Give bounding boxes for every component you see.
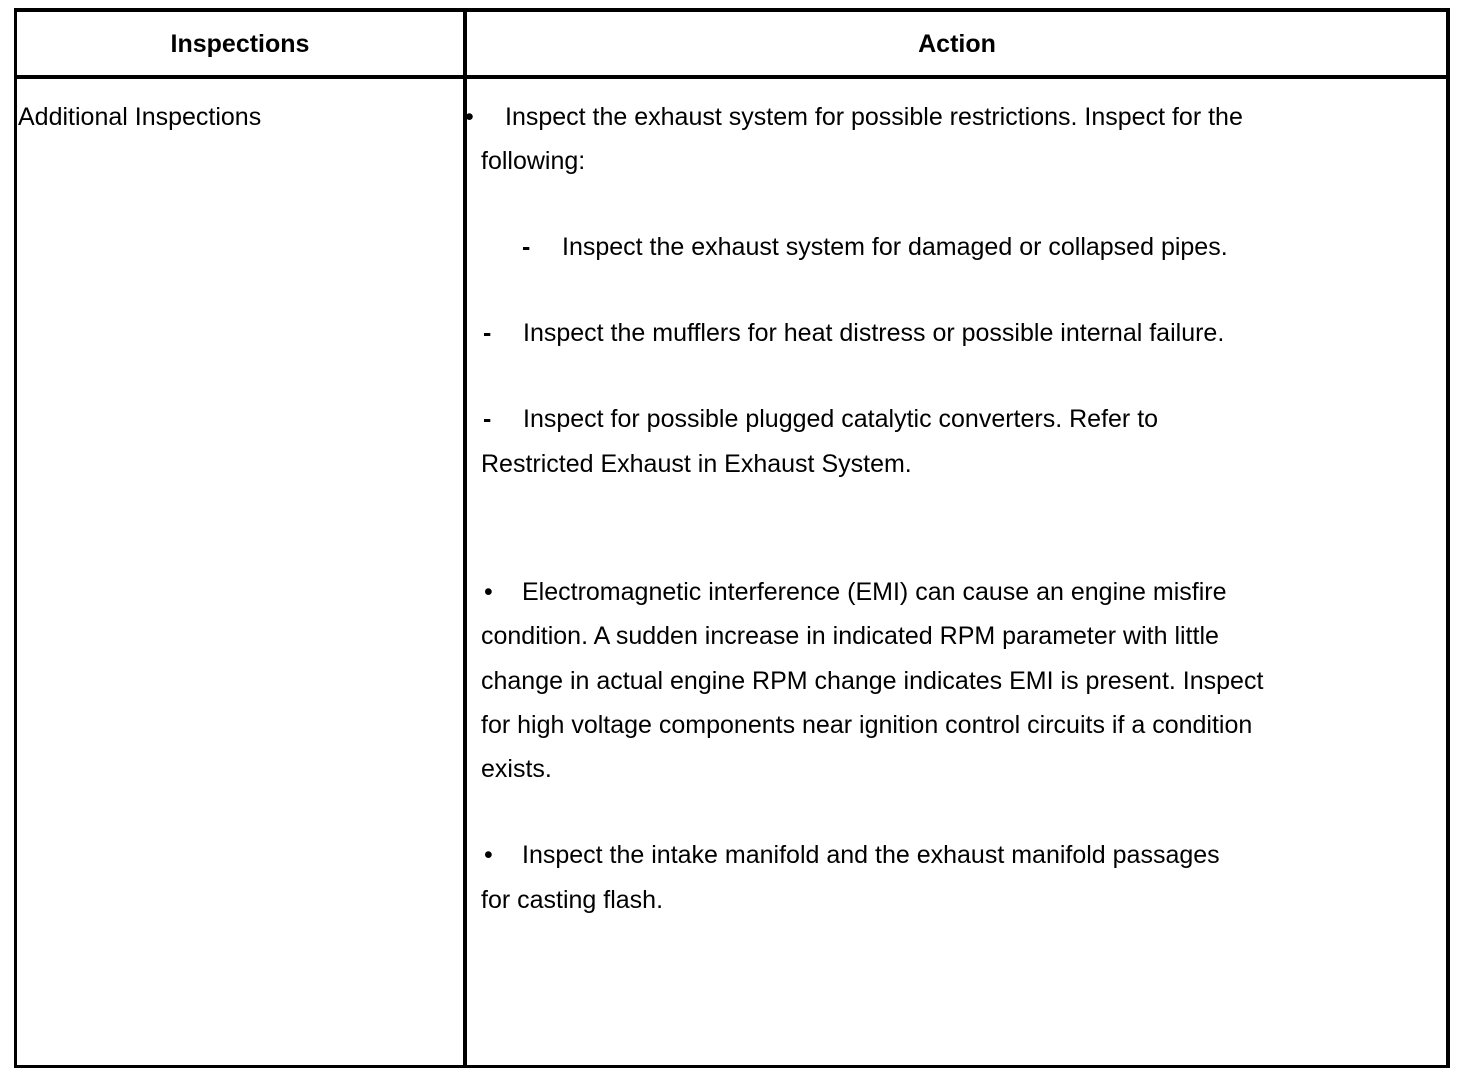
action-text-line: Inspect the mufflers for heat distress or possible internal failure. [523,319,1225,347]
action-text-line: Inspect for possible plugged catalytic converters. Refer to [523,405,1159,433]
action-text-line: for high voltage components near ignition control circuits if a condition [481,711,1253,739]
dash-marker: - [522,233,531,261]
dash-marker: - [483,319,492,347]
header-divider [14,75,1450,79]
action-text-line: change in actual engine RPM change indicates EMI is present. Inspect [481,667,1264,695]
action-text-line: Inspect the intake manifold and the exhaust manifold passages [522,841,1220,869]
bullet-marker: • [484,841,493,869]
inspection-label: Additional Inspections [18,103,262,131]
column-divider [463,8,467,1068]
action-text-line: Restricted Exhaust in Exhaust System. [481,450,912,478]
header-action: Action [918,30,996,58]
action-text-line: condition. A sudden increase in indicated RPM parameter with little [481,622,1219,650]
action-text-line: Inspect the exhaust system for damaged or collapsed pipes. [562,233,1228,261]
action-text-line: for casting flash. [481,886,664,914]
action-text-line: Electromagnetic interference (EMI) can cause an engine misfire [522,578,1227,606]
header-inspections: Inspections [170,30,310,58]
bullet-marker: • [484,578,493,606]
table-border [14,8,1450,1068]
action-text-line: Inspect the exhaust system for possible restrictions. Inspect for the [505,103,1243,131]
action-text-line: exists. [481,755,552,783]
bullet-marker: • [465,103,474,131]
dash-marker: - [483,405,492,433]
action-text-line: following: [481,147,586,175]
